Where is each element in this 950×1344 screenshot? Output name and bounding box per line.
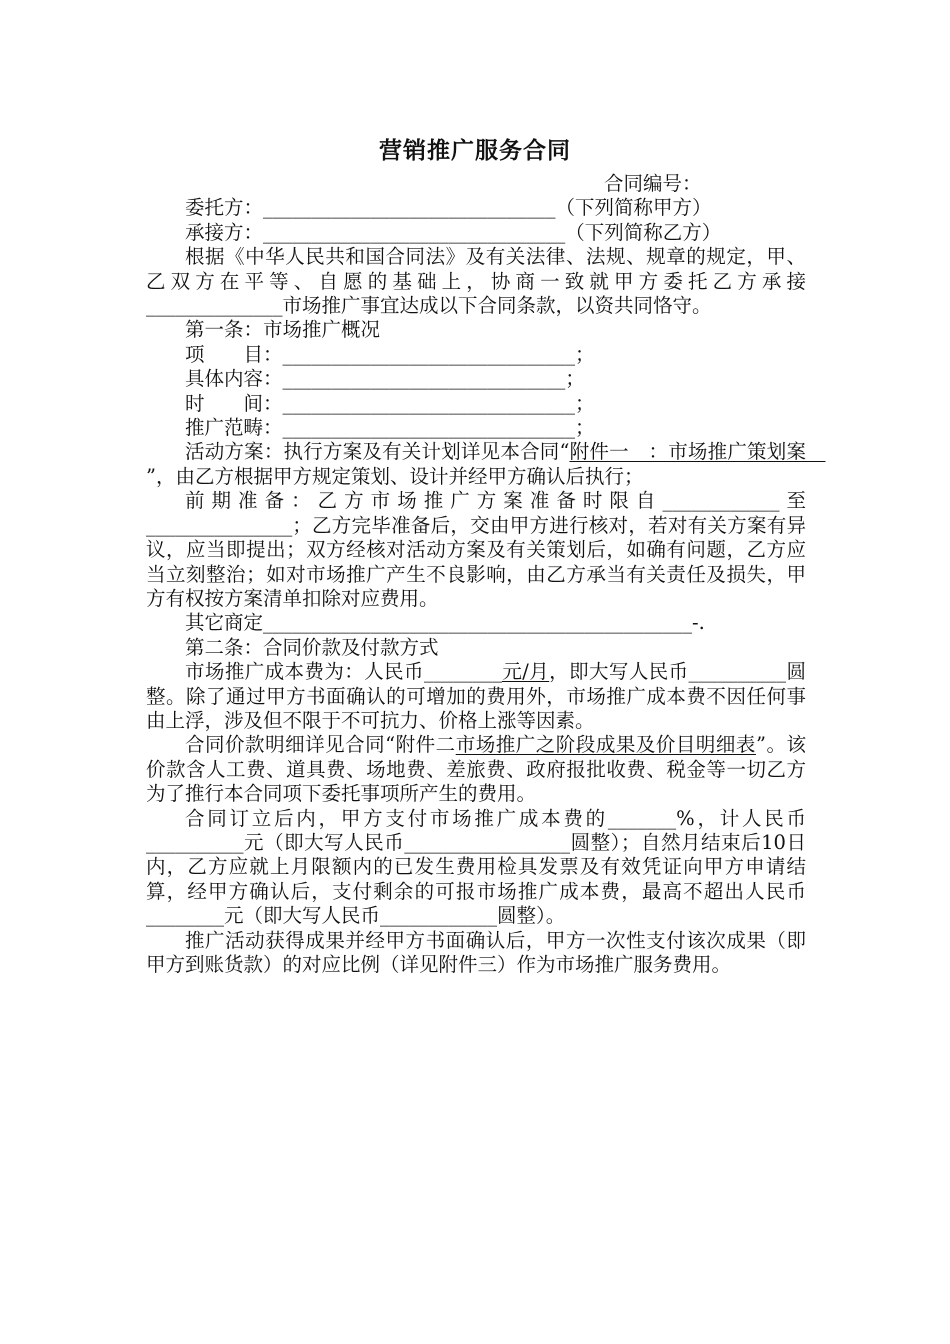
scope-label: 推广范畴：	[185, 416, 283, 440]
cost-unit: 元/月	[501, 660, 550, 684]
article-1-content-row	[146, 367, 806, 391]
article-1-item-row	[146, 343, 806, 367]
article-1-time-row	[146, 392, 806, 416]
scope-blank: ______________________________；	[282, 416, 595, 440]
plan-text-after: ”，由乙方根据甲方规定策划、设计并经甲方确认后执行；	[146, 464, 644, 488]
cost-text-after: ，即大写人民币__________圆整。除了通过甲方书面确认的可增加的费用外，市场推广成本费不因任何事由上浮，涉及但不限于不可抗力、价格上涨等因素。	[146, 660, 806, 732]
preamble-paragraph: 根据《中华人民共和国合同法》及有关法律、法规、规章的规定，甲、乙双方在平等、自愿的基础上，协商一致就甲方委托乙方承接______________市场推广事宜达成以下合同条款，以资共同恪守。	[146, 245, 806, 318]
article-2-cost-paragraph	[146, 660, 806, 733]
contractor-party-line: 承接方：_______________________________（下列简称乙方）	[185, 220, 722, 244]
contract-number-label: 合同编号：	[604, 172, 702, 195]
content-blank: _____________________________；	[282, 367, 585, 391]
document-title: 营销推广服务合同	[379, 138, 571, 164]
article-2-detail-paragraph	[146, 733, 806, 806]
content-label: 具体内容：	[185, 367, 283, 391]
client-party-line: 委托方：______________________________（下列简称甲方）	[185, 196, 712, 220]
article-1-prep-paragraph: 前期准备：乙方市场推广方案准备时限自____________至_______________；乙方完毕准备后，交由甲方进行核对，若对有关方案有异议，应当即提出；双方经核对活动方案及有关策划后，如确有问题，乙方应当立刻整治；如对市场推广产生不良影响，由乙方承当有关责任及损失，甲方有权按方案清单扣除对应费用。	[146, 489, 806, 610]
article-2-service-fee-paragraph: 推广活动获得成果并经甲方书面确认后，甲方一次性支付该次成果（即甲方到账货款）的对应比例（详见附件三）作为市场推广服务费用。	[146, 928, 806, 976]
detail-text-after: ”。该价款含人工费、道具费、场地费、差旅费、政府报批收费、税金等一切乙方为了推行本合同项下委托事项所产生的费用。	[146, 733, 806, 806]
plan-text-before: 活动方案：执行方案及有关计划详见本合同“	[185, 440, 570, 464]
time-label: 时 间：	[185, 391, 283, 415]
article-1-title: 第一条：市场推广概况	[185, 318, 381, 342]
appendix-2-reference: 市场推广之阶段成果及价目明细表	[455, 733, 756, 757]
article-1-plan-paragraph	[146, 440, 826, 489]
article-1-scope-row	[146, 416, 806, 440]
appendix-1-reference: 附件一 ：市场推广策划案	[569, 440, 826, 464]
contract-body	[146, 172, 826, 977]
article-2-title: 第二条：合同价款及付款方式	[185, 635, 439, 659]
item-blank: ______________________________；	[282, 342, 595, 366]
item-label: 项 目：	[185, 342, 283, 366]
time-blank: ______________________________；	[282, 391, 595, 415]
cost-text-before: 市场推广成本费为：人民币________	[185, 660, 502, 684]
detail-text-before: 合同价款明细详见合同“附件二	[185, 733, 456, 757]
article-1-other-paragraph: 其它商定____________________________________________-.	[185, 611, 705, 635]
article-2-payment-paragraph: 合同订立后内，甲方支付市场推广成本费的_______%，计人民币__________元（即大写人民币_________________圆整）；自然月结束后10日内，乙方应就上月限额内的已发生费用检具发票及有效凭证向甲方申请结算，经甲方确认后，支付剩余的可报市场推广成本费，最高不超出人民币________元（即大写人民币____________圆整）。	[146, 806, 806, 928]
